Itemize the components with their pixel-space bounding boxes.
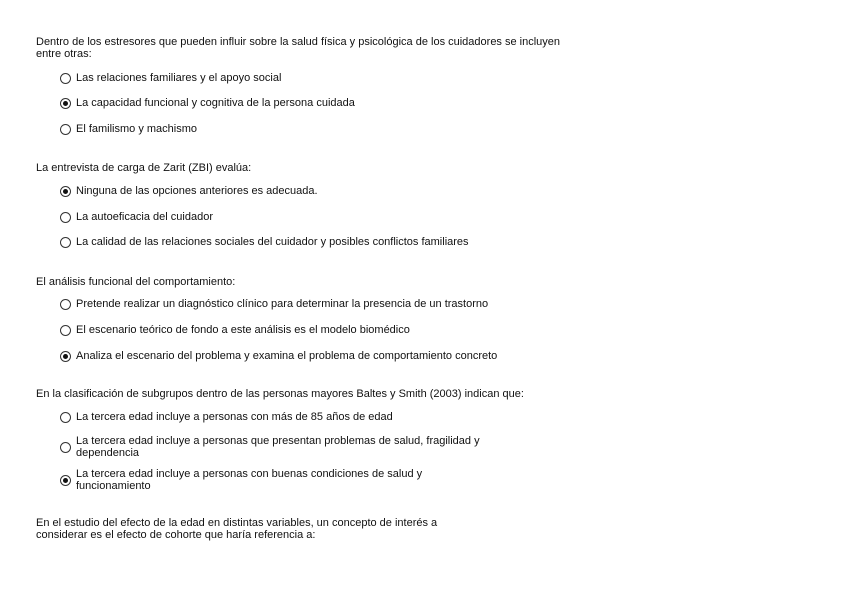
question-3-text: El análisis funcional del comportamiento: [36, 276, 236, 288]
question-4-text: En la clasificación de subgrupos dentro de las personas mayores Baltes y Smith (2003) indican que: [36, 388, 524, 400]
radio-button-icon[interactable] [60, 237, 71, 248]
radio-button-icon[interactable] [60, 212, 71, 223]
option-label: Analiza el escenario del problema y examina el problema de comportamiento concreto [76, 350, 498, 362]
question-5-text: En el estudio del efecto de la edad en distintas variables, un concepto de interés a considerar es el efecto de cohorte que haría referencia a: [36, 517, 438, 541]
radio-button-selected-icon[interactable] [60, 351, 71, 362]
q2-option-3[interactable] [60, 236, 469, 248]
q1-option-2[interactable] [60, 97, 355, 109]
question-1-text: Dentro de los estresores que pueden influir sobre la salud física y psicológica de los cuidadores se incluyen entre otras: [36, 36, 561, 60]
option-label: Pretende realizar un diagnóstico clínico para determinar la presencia de un trastorno [76, 298, 489, 310]
option-label: La tercera edad incluye a personas que presentan problemas de salud, fragilidad y dependencia [76, 435, 480, 459]
q3-option-1[interactable] [60, 298, 488, 310]
q4-option-1[interactable] [60, 411, 393, 423]
option-label: El escenario teórico de fondo a este análisis es el modelo biomédico [76, 324, 410, 336]
q1-option-3[interactable] [60, 123, 197, 135]
radio-button-selected-icon[interactable] [60, 475, 71, 486]
radio-button-icon[interactable] [60, 124, 71, 135]
option-label: Ninguna de las opciones anteriores es adecuada. [76, 185, 318, 197]
option-label: La tercera edad incluye a personas con más de 85 años de edad [76, 411, 393, 423]
radio-button-icon[interactable] [60, 412, 71, 423]
option-label: Las relaciones familiares y el apoyo social [76, 72, 282, 84]
option-label: La calidad de las relaciones sociales del cuidador y posibles conflictos familiares [76, 236, 469, 248]
q2-option-2[interactable] [60, 211, 213, 223]
option-label: La autoeficacia del cuidador [76, 211, 213, 223]
q2-option-1[interactable] [60, 185, 318, 197]
q1-option-1[interactable] [60, 72, 281, 84]
q3-option-2[interactable] [60, 324, 410, 336]
radio-button-selected-icon[interactable] [60, 98, 71, 109]
radio-button-icon[interactable] [60, 442, 71, 453]
option-label: La tercera edad incluye a personas con buenas condiciones de salud y funcionamiento [76, 468, 423, 492]
q4-option-2[interactable] [60, 435, 480, 459]
option-label: El familismo y machismo [76, 123, 198, 135]
q4-option-3[interactable] [60, 468, 422, 492]
option-label: La capacidad funcional y cognitiva de la persona cuidada [76, 97, 355, 109]
radio-button-icon[interactable] [60, 299, 71, 310]
radio-button-selected-icon[interactable] [60, 186, 71, 197]
q3-option-3[interactable] [60, 350, 497, 362]
radio-button-icon[interactable] [60, 325, 71, 336]
question-2-text: La entrevista de carga de Zarit (ZBI) evalúa: [36, 162, 252, 174]
radio-button-icon[interactable] [60, 73, 71, 84]
